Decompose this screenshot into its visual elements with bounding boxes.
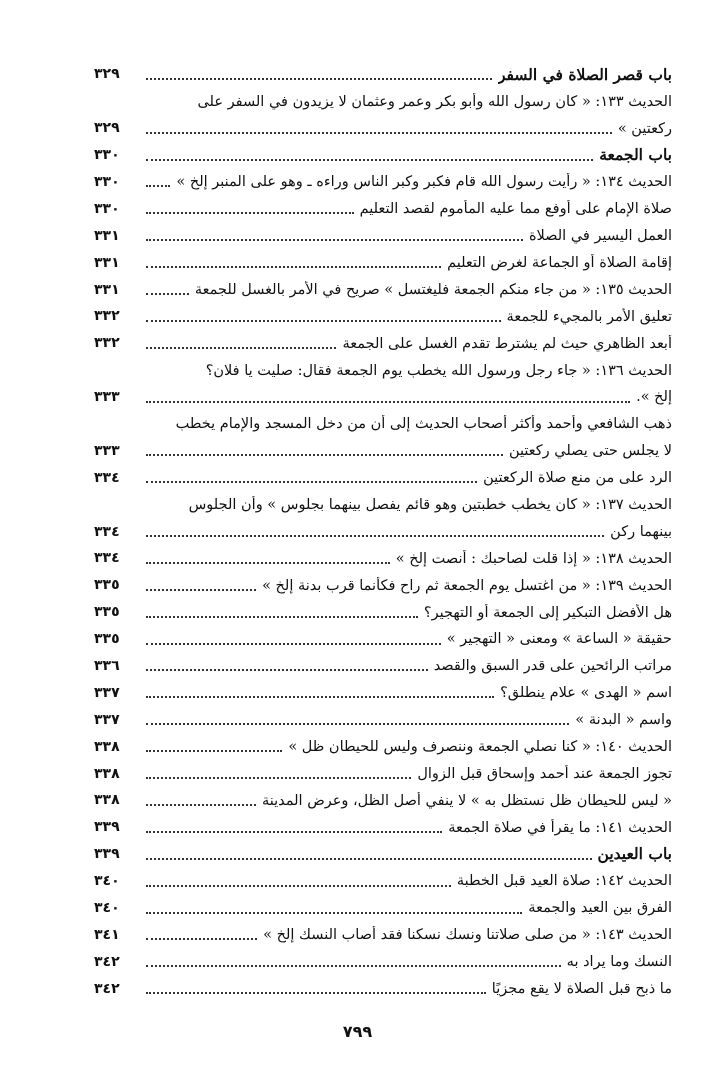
toc-page-number: ٣٣٠ — [94, 173, 120, 190]
toc-entry-text: تعليق الأمر بالمجيء للجمعة — [506, 308, 672, 325]
toc-entry-text: إقامة الصلاة أو الجماعة لغرض التعليم — [447, 255, 672, 271]
toc-entry — [94, 974, 672, 1001]
toc-entry — [94, 786, 672, 813]
toc-entry-text: أبعد الظاهري حيث لم يشترط تقدم الغسل على الجمعة — [342, 335, 672, 352]
toc-entry-text: صلاة الإمام على أوفع مما عليه المأموم لقصد التعليم — [359, 201, 672, 218]
toc-entry-text: الحديث ١٤١: ما يقرأ في صلاة الجمعة — [448, 819, 672, 836]
dot-leader — [146, 885, 451, 887]
toc-entry — [94, 463, 672, 490]
dot-leader — [146, 185, 170, 187]
page-number: ٧٩٩ — [342, 1022, 373, 1041]
toc-entry — [94, 356, 672, 383]
toc-entry-text: الحديث ١٣٣: « كان رسول الله وأبو بكر وعمر وعثمان لا يزيدون في السفر على — [197, 93, 672, 110]
dot-leader — [146, 535, 604, 537]
dot-leader — [146, 750, 282, 752]
toc-entry — [94, 436, 672, 463]
toc-entry-text: الحديث ١٣٥: « من جاء منكم الجمعة فليغتسل » صريح في الأمر بالغسل للجمعة — [194, 281, 672, 298]
toc-entry — [94, 947, 672, 974]
toc-entry — [94, 759, 672, 786]
toc-entry-text: الحديث ١٤٠: « كنا نصلي الجمعة وننصرف وليس للحيطان ظل » — [288, 739, 672, 756]
toc-entry-text: إلخ ». — [636, 389, 672, 406]
toc-entry — [94, 625, 672, 652]
toc-page-number: ٣٤٢ — [94, 953, 120, 970]
dot-leader — [146, 481, 477, 483]
dot-leader — [146, 159, 593, 161]
toc-entry — [94, 732, 672, 759]
toc-page-number: ٣٣١ — [94, 254, 120, 271]
dot-leader — [146, 401, 630, 403]
toc-page-number: ٣٣٥ — [94, 577, 120, 594]
toc-entry — [94, 248, 672, 275]
toc-entry — [94, 168, 672, 195]
toc-entry-text: باب العيدين — [597, 844, 672, 864]
toc-page-number: ٣٣٢ — [94, 335, 120, 352]
toc-entry-text: ذهب الشافعي وأحمد وأكثر أصحاب الحديث إلى أن من دخل المسجد والإمام يخطب — [175, 416, 672, 433]
toc-entry-text: العمل اليسير في الصلاة — [528, 228, 672, 245]
toc-entry — [94, 194, 672, 221]
toc-entry — [94, 867, 672, 894]
toc-entry-text: لا يجلس حتى يصلي ركعتين — [509, 443, 672, 460]
toc-page-number: ٣٣٨ — [94, 738, 120, 755]
toc-entry — [94, 894, 672, 921]
toc-entry-text: حقيقة « الساعة » ومعنى « التهجير » — [446, 631, 672, 648]
toc-entry-text: الحديث ١٤٣: « من صلى صلاتنا ونسك نسكنا فقد أصاب النسك إلخ » — [263, 927, 672, 944]
toc-entry — [94, 517, 672, 544]
toc-page-number: ٣٢٩ — [94, 66, 120, 83]
toc-page-number: ٣٣٩ — [94, 819, 120, 836]
toc-entry-text: هل الأفضل التبكير إلى الجمعة أو التهجير؟ — [423, 604, 672, 621]
dot-leader — [146, 777, 411, 779]
toc-page-number: ٣٣٣ — [94, 442, 120, 459]
toc-entry — [94, 705, 672, 732]
dot-leader — [146, 804, 256, 806]
toc-section-heading — [94, 141, 672, 168]
dot-leader — [146, 562, 390, 564]
toc-entry-text: باب قصر الصلاة في السفر — [497, 64, 672, 84]
table-of-contents — [94, 60, 672, 1001]
toc-entry-text: الحديث ١٣٧: « كان يخطب خطبتين وهو قائم يفصل بينهما بجلوس » وأن الجلوس — [188, 497, 672, 514]
dot-leader — [146, 669, 428, 671]
dot-leader — [146, 696, 494, 698]
toc-entry-text: الرد على من منع صلاة الركعتين — [483, 470, 672, 487]
toc-page-number: ٣٣٦ — [94, 657, 120, 674]
toc-entry-text: ركعتين » — [617, 120, 672, 137]
toc-page-number: ٣٣٥ — [94, 631, 120, 648]
dot-leader — [146, 589, 256, 591]
dot-leader — [146, 266, 441, 268]
dot-leader — [146, 454, 503, 456]
toc-entry-text: واسم « البدنة » — [575, 712, 672, 729]
dot-leader — [146, 965, 561, 967]
toc-entry — [94, 87, 672, 114]
toc-page-number: ٣٣١ — [94, 227, 120, 244]
dot-leader — [146, 723, 569, 725]
toc-page-number: ٣٤٠ — [94, 873, 120, 890]
dot-leader — [146, 938, 257, 940]
dot-leader — [146, 239, 523, 241]
toc-entry — [94, 490, 672, 517]
dot-leader — [146, 78, 492, 80]
dot-leader — [146, 320, 501, 322]
toc-entry — [94, 598, 672, 625]
toc-entry — [94, 571, 672, 598]
toc-page-number: ٣٤٢ — [94, 980, 120, 997]
toc-page-number: ٣٣٤ — [94, 523, 120, 540]
toc-entry-text: الحديث ١٣٨: « إذا قلت لصاحبك : أنصت إلخ » — [395, 550, 672, 567]
dot-leader — [146, 858, 592, 860]
toc-entry-text: مراتب الرائحين على قدر السبق والقصد — [433, 658, 672, 675]
dot-leader — [146, 347, 336, 349]
toc-entry-text: الحديث ١٣٦: « جاء رجل ورسول الله يخطب يوم الجمعة فقال: صليت يا فلان؟ — [205, 362, 672, 379]
toc-section-heading — [94, 840, 672, 867]
toc-entry — [94, 275, 672, 302]
toc-entry-text: « ليس للحيطان ظل نستظل به » لا ينفي أصل الظل، وعرض المدينة — [261, 792, 672, 809]
toc-entry — [94, 410, 672, 437]
dot-leader — [146, 912, 522, 914]
toc-entry — [94, 329, 672, 356]
toc-page-number: ٣٣٧ — [94, 684, 120, 701]
toc-entry — [94, 302, 672, 329]
toc-entry-text: الحديث ١٤٢: صلاة العيد قبل الخطبة — [456, 873, 672, 890]
toc-entry-text: باب الجمعة — [599, 145, 672, 165]
toc-entry-text: الحديث ١٣٩: « من اغتسل يوم الجمعة ثم راح فكأنما قرب بدنة إلخ » — [262, 577, 672, 594]
toc-entry-text: اسم « الهدى » علام ينطلق؟ — [500, 685, 672, 702]
dot-leader — [146, 132, 612, 134]
toc-page-number: ٣٣٢ — [94, 308, 120, 325]
toc-page-number: ٣٣٥ — [94, 604, 120, 621]
toc-page-number: ٣٣٧ — [94, 711, 120, 728]
dot-leader — [146, 831, 442, 833]
toc-page-number: ٣٣٣ — [94, 389, 120, 406]
toc-entry — [94, 813, 672, 840]
toc-entry-text: تجوز الجمعة عند أحمد وإسحاق قبل الزوال — [417, 765, 672, 782]
toc-page-number: ٣٣٤ — [94, 550, 120, 567]
toc-page-number: ٣٣٠ — [94, 200, 120, 217]
toc-page-number: ٣٣٩ — [94, 846, 120, 863]
dot-leader — [146, 616, 418, 618]
toc-entry — [94, 544, 672, 571]
dot-leader — [146, 212, 354, 214]
toc-page-number: ٣٤١ — [94, 926, 120, 943]
toc-entry-text: النسك وما يراد به — [566, 954, 672, 971]
toc-page-number: ٣٣١ — [94, 281, 120, 298]
toc-entry — [94, 383, 672, 410]
dot-leader — [146, 293, 189, 295]
toc-entry — [94, 221, 672, 248]
toc-section-heading — [94, 60, 672, 87]
toc-entry — [94, 652, 672, 679]
toc-entry-text: الفرق بين العيد والجمعة — [528, 900, 672, 917]
dot-leader — [146, 992, 486, 994]
toc-page-number: ٣٢٩ — [94, 120, 120, 137]
toc-page-number: ٣٣٨ — [94, 765, 120, 782]
toc-entry — [94, 921, 672, 948]
dot-leader — [146, 643, 441, 645]
toc-page-number: ٣٣٠ — [94, 147, 120, 164]
toc-entry-text: ما ذبح قبل الصلاة لا يقع مجزيًا — [491, 981, 672, 998]
toc-entry — [94, 678, 672, 705]
toc-entry-text: بينهما ركن — [610, 523, 672, 540]
toc-entry — [94, 114, 672, 141]
toc-page-number: ٣٤٠ — [94, 900, 120, 916]
toc-page-number: ٣٣٨ — [94, 792, 120, 809]
toc-entry-text: الحديث ١٣٤: « رأيت رسول الله قام فكبر وكبر الناس وراءه ـ وهو على المنبر إلخ » — [176, 174, 672, 191]
toc-page-number: ٣٣٤ — [94, 469, 120, 486]
